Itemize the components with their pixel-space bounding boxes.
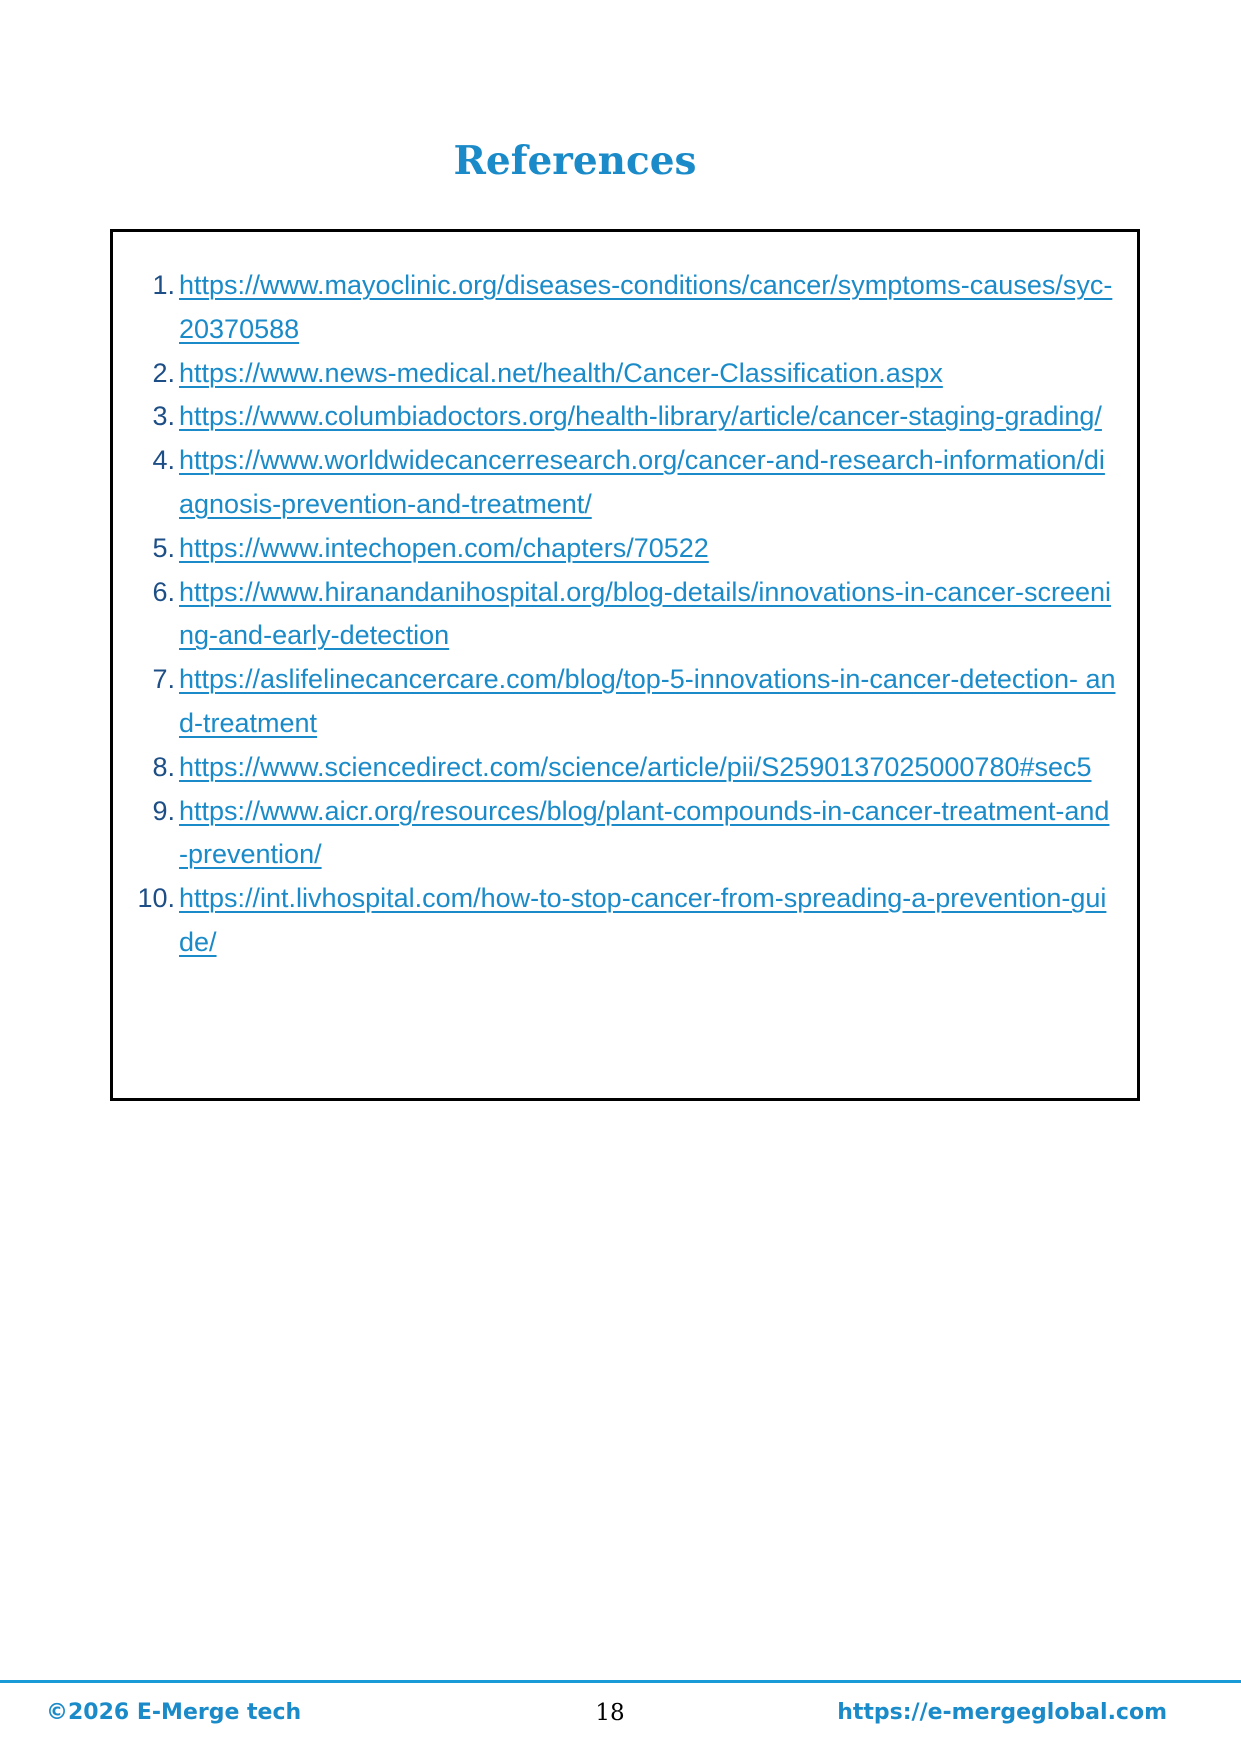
reference-number: 10. (137, 883, 175, 914)
reference-link[interactable]: https://www.mayoclinic.org/diseases-conditions/cancer/symptoms-causes/syc- 20370588 (179, 270, 1113, 344)
footer-website-link[interactable]: https://e-mergeglobal.com (837, 1700, 1167, 1725)
reference-link[interactable]: https://www.sciencedirect.com/science/article/pii/S2590137025000780#sec5 (179, 751, 1092, 782)
reference-number: 3. (152, 401, 175, 432)
reference-number: 2. (152, 357, 175, 388)
reference-number: 1. (152, 270, 175, 300)
footer-copyright: ©2026 E-Merge tech (46, 1700, 302, 1725)
page-number: 18 (595, 1700, 625, 1726)
reference-number: 9. (152, 795, 175, 826)
reference-number: 8. (152, 751, 175, 782)
reference-item (113, 877, 1137, 965)
reference-item (113, 790, 1137, 878)
reference-link[interactable]: https://www.columbiadoctors.org/health-library/article/cancer-staging-grading/ (179, 401, 1102, 432)
reference-number: 6. (152, 576, 175, 607)
reference-link[interactable]: https://int.livhospital.com/how-to-stop-cancer-from-spreading-a-prevention-guide/ (179, 883, 1107, 957)
reference-item (113, 352, 1137, 396)
reference-item (113, 439, 1137, 527)
reference-link[interactable]: https://www.worldwidecancerresearch.org/cancer-and-research-information/diagnosis-prevention-and-treatment/ (179, 445, 1105, 519)
reference-number: 4. (152, 445, 175, 476)
reference-item (113, 395, 1137, 439)
reference-link[interactable]: https://aslifelinecancercare.com/blog/top-5-innovations-in-cancer-detection- and-treatment (179, 664, 1116, 738)
references-box (110, 229, 1140, 1101)
references-list (113, 264, 1137, 965)
reference-item (113, 571, 1137, 659)
reference-item (113, 264, 1137, 352)
reference-link[interactable]: https://www.hiranandanihospital.org/blog-details/innovations-in-cancer-screening-and-early-detection (179, 576, 1112, 651)
page-title: References (453, 138, 697, 184)
footer-divider (0, 1680, 1241, 1683)
reference-item (113, 527, 1137, 571)
reference-number: 5. (152, 532, 175, 563)
reference-link[interactable]: https://www.news-medical.net/health/Cancer-Classification.aspx (179, 357, 943, 388)
reference-item (113, 746, 1137, 790)
reference-number: 7. (152, 664, 175, 695)
reference-link[interactable]: https://www.intechopen.com/chapters/70522 (179, 532, 709, 563)
reference-link[interactable]: https://www.aicr.org/resources/blog/plant-compounds-in-cancer-treatment-and-prevention/ (179, 795, 1110, 870)
reference-item (113, 658, 1137, 746)
